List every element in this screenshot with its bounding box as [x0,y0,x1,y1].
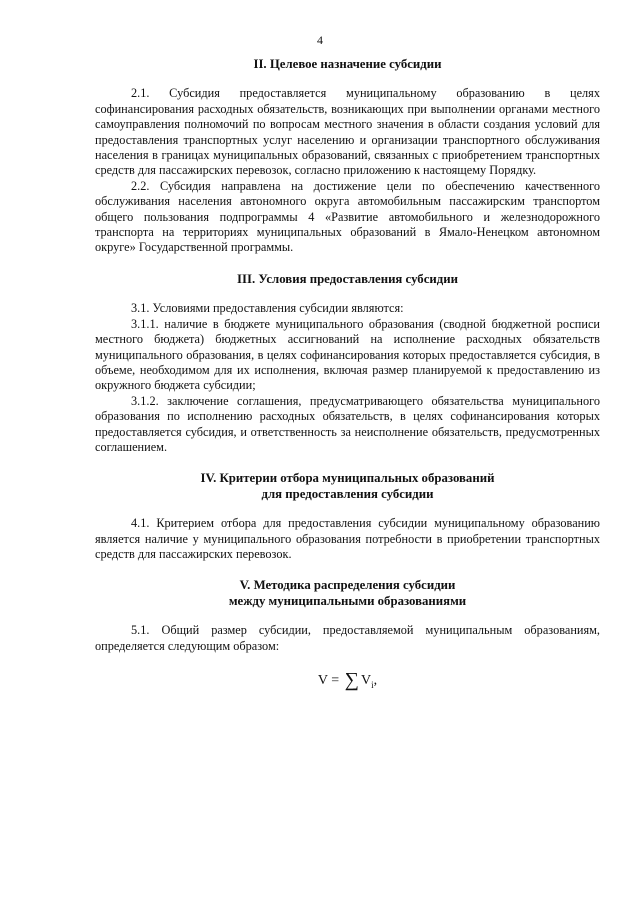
heading-line: для предоставления субсидии [261,486,434,501]
spacer [95,502,600,516]
paragraph-5-1: 5.1. Общий размер субсидии, предоставляемой муниципальным образованиям, определяется следующим образом: [95,623,600,653]
formula-subscript: i [371,679,374,690]
paragraph-2-2: 2.2. Субсидия направлена на достижение цели по обеспечению качественного обслуживания населения автономного округа автомобильным пассажирским транспортом общего пользования подпрограммы 4 «Развитие автомобильного и железнодорожного транспорта на территориях муниципальных образований в Ямало-Ненецком автономном округе» Государственной программы. [95,178,600,255]
sum-symbol: ∑ [344,669,359,691]
formula-equals: = [331,673,340,688]
section-distribution-method [95,578,600,654]
section-conditions [95,272,600,455]
spacer [95,256,600,272]
formula-lhs: V [317,673,328,688]
heading-line: V. Методика распределения субсидии [239,578,456,593]
paragraph-3-1-2: 3.1.2. заключение соглашения, предусматривающего обязательства муниципального образования по исполнению расходных обязательств, в целях софинансирования которых предоставляется субсидия, и ответственность за неисполнение обязательств, предусмотренных соглашением. [95,393,600,454]
section-heading [95,57,600,72]
page-number: 4 [317,33,323,47]
paragraph-2-1: 2.1. Субсидия предоставляется муниципальному образованию в целях софинансирования расходных обязательств, возникающих при выполнении органами местного самоуправления полномочий по вопросам местного значения в области создания условий для предоставления транспортных услуг населению и организации транспортного обслуживания населения в границах муниципальных образований, связанных с приобретением транспортных средств для пассажирских перевозок, согласно приложению к настоящему Порядку. [95,86,600,178]
formula-term: V [360,673,372,688]
spacer [95,46,600,57]
section-selection-criteria [95,471,600,562]
section-heading [95,471,600,502]
heading-line: III. Условия предоставления субсидии [237,271,458,286]
heading-line: между муниципальными образованиями [228,593,467,608]
heading-line: IV. Критерии отбора муниципальных образований [200,471,495,486]
spacer [95,455,600,471]
section-heading [95,272,600,287]
document-body [95,46,600,694]
paragraph-3-1: 3.1. Условиями предоставления субсидии являются: [131,301,404,316]
paragraph-4-1: 4.1. Критерием отбора для предоставления субсидии муниципальному образованию является наличие у муниципального образования потребности в приобретении транспортных средств для пассажирских перевозок. [95,516,600,561]
spacer [95,287,600,301]
paragraph-3-1-1: 3.1.1. наличие в бюджете муниципального образования (сводной бюджетной росписи местного бюджета) бюджетных ассигнований на исполнение расходных обязательств муниципального образования, в целях софинансирования которых предоставляется субсидия, в объеме, необходимом для их исполнения, включая размер планируемой к предоставлению из окружного бюджета субсидии; [95,316,600,393]
section-purpose [95,57,600,256]
spacer [95,72,600,86]
spacer [95,609,600,623]
formula-trailing: , [373,673,378,688]
section-heading [95,578,600,609]
subsidy-formula [95,671,600,694]
heading-line: II. Целевое назначение субсидии [253,57,442,71]
spacer [95,562,600,578]
